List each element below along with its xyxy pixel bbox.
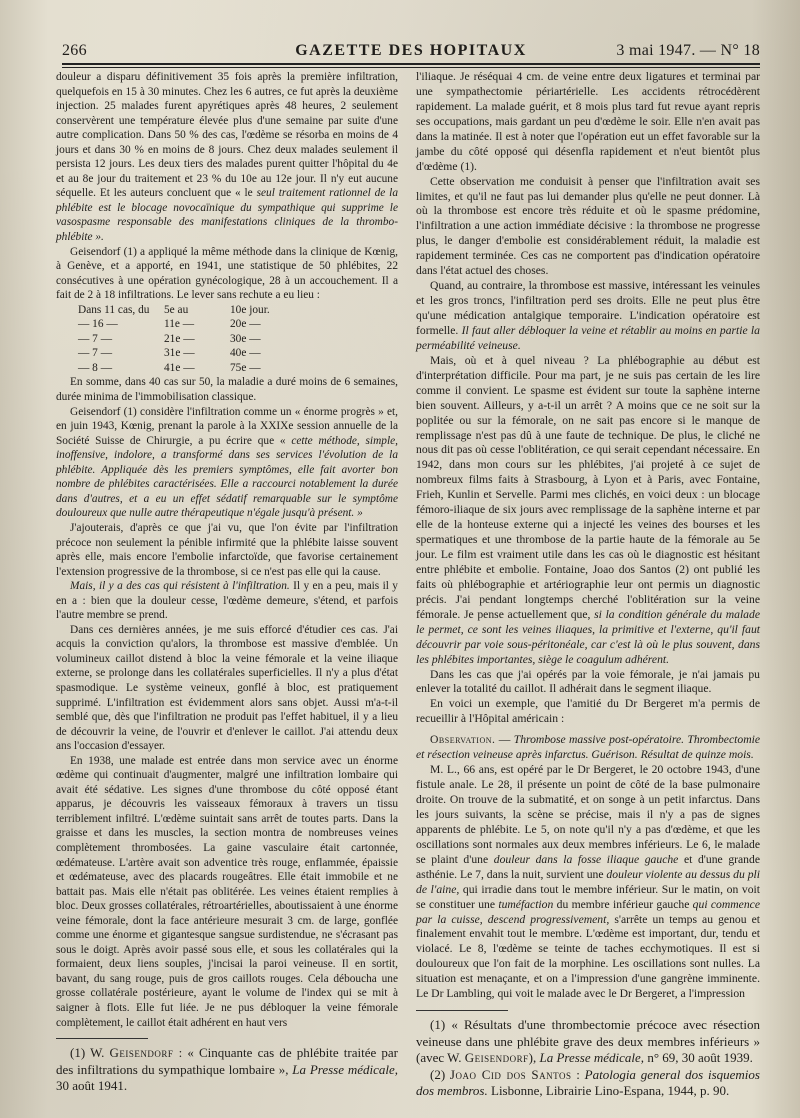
footnote: (1) « Résultats d'une thrombectomie précoce avec résection veineuse dans une phlébite grave des deux membres inférieurs » (avec W. Geisendorf), La Presse médicale, n° 69, 30 août 1939. (416, 1017, 760, 1066)
left-column (56, 70, 398, 1095)
footnote-rule (416, 1010, 508, 1011)
paragraph: M. L., 66 ans, est opéré par le Dr Bergeret, le 20 octobre 1943, d'une fistule anale. Le 28, il présente un point de côté de la base pulmonaire droite. On trouve de la submatité, et on songe à un petit infarctus. Dans les jours suivants, la scène se précise, mais il n'y a pas de signes apparents de phlébite. Le 5, on note qu'il n'y a pas d'œdème, et que les oscillations sont normales aux deux membres inférieurs. Le 6, le malade se plaint d'une douleur dans la fosse iliaque gauche et d'une grande asthénie. Le 7, dans la nuit, survient une douleur violente au dessus du pli de l'aine, qui irradie dans tout le membre inférieur. Sur le matin, on voit se constituer une tuméfaction du membre inférieur gauche qui commence par la cuisse, descend progressivement, s'arrête un temps au genou et finalement envahit tout le membre. L'œdème est important, dur, tendu et violacé. Le 8, l'œdème se teinte de taches ecchymotiques. Il est si douloureux que l'on fait de la morphine. Les oscillations sont nulles. La situation est menaçante, et on a l'impression d'une gangrène imminente. Le Dr Lambling, qui voit le malade avec le Dr Bergeret, a l'impression (416, 763, 761, 1001)
right-column (416, 70, 760, 1100)
paragraph: Geisendorf (1) a appliqué la même méthode dans la clinique de Kœnig, à Genève, et a apporté, en 1941, une statistique de 50 phlébites, 22 consécutives à une opération gynécologique, 28 à un accouchement. Il a fait de 2 à 18 infiltrations. Le lever sans rechute a eu lieu : (56, 245, 398, 302)
issue-date: 3 mai 1947. — N° 18 (616, 42, 760, 59)
paragraph: douleur a disparu définitivement 35 fois après la première infiltration, quelquefois en 15 à 30 minutes. Chez les 6 autres, ce fut après la deuxième injection. 25 malades furent apyrétiques après 48 heures, 2 seulement conservèrent une température élevée plus d'une semaine par suite d'une autre complication. Dans 50 % des cas, l'œdème se résorba en moins de 4 jours et dans 30 % en moins de 8 jours. Chez deux malades seulement il persista 12 jours. Les deux tiers des malades purent quitter l'hôpital du 4e et au 8e jour du traitement et 23 % du 10e au 12e jour. Il n'y eut aucune séquelle. Et les auteurs concluent que « le seul traitement rationnel de la phlébite est le blocage novocaïnique du sympathique qui supprime le vasospasme responsable des manifestations cliniques de la thrombo-phlébite ». (56, 71, 398, 244)
statistics-list (56, 303, 398, 376)
observation-heading: Observation. — Thrombose massive post-opératoire. Thrombectomie et résection veineuse après infarctus. Guérison. Résultat de quinze mois. (416, 733, 761, 762)
paragraph: En voici un exemple, que l'amitié du Dr Bergeret m'a permis de recueillir à l'Hôpital américain : (416, 697, 760, 726)
list-item: — 7 — 31e — 40e — (78, 347, 261, 360)
paragraph: En 1938, une malade est entrée dans mon service avec un énorme œdème qui continuait d'augmenter, malgré une infiltration lombaire qui avait été sédative. Les signes d'une thrombose du côté opposé étant apparus, je découvris les vaisseaux fémoraux à travers un tissu terriblement infiltré. L'œdème suintait sans arrêt de toutes parts. Dans la graisse et dans les muscles, la section montra de nombreuses veines complètement thrombosées. La gaine vasculaire était cartonnée, œdémateuse. L'artère avait son adventice très rouge, enflammée, épaissie et œdémateuse, avec des placards rougeâtres. Elle était immobile et ne battait pas. Mais elle n'était pas oblitérée. Les veines étaient remplies à bloc. Deux grosses collatérales, rétroartérielles, aboutissaient à une énorme veine fémorale, dont la face antérieure mesurait 3 cm. de large, gonflée comme une énorme et gigantesque sangsue surdistendue, ne s'écrasant pas sous le doigt. Après avoir passé sous elle, et sous les collatérales qui la formaient, deux liens souples, j'incisai la paroi veineuse. Il en sortit, bavant, du sang rouge, puis de gros caillots rouges. Cela déboucha une grosse collatérale postérieure, ayant le volume de l'index qui se mit à saigner à flots. Elle fut liée. Je ne pus débloquer la veine fémorale complètement, le caillot était adhérent en haut vers (56, 754, 398, 1029)
paragraph: Geisendorf (1) considère l'infiltration comme un « énorme progrès » et, en juin 1943, Kœnig, prenant la parole à la XXIXe session annuelle de la Société Suisse de Chirurgie, a pu écrire que « cette méthode, simple, inoffensive, indolore, a transformé dans ses services l'évolution de la phlébite. Appliquée dès les premiers symptômes, elle fait avorter bon nombre de phlébites caractérisées. Elle a raccourci notablement la durée dans d'autres, et a eu un effet sédatif remarquable sur le symptôme douloureux que nulle autre thérapeutique n'égale jusqu'à présent. » (56, 405, 398, 520)
paragraph: Dans ces dernières années, je me suis efforcé d'étudier ces cas. J'ai acquis la conviction qu'alors, la thrombose est massive d'emblée. Un volumineux caillot distend à bloc la veine fémorale et la veine iliaque externe, se prolonge dans les collatérales superficielles. Il n'y a plus d'état spasmodique. Le système veineux, gonflé à bloc, est pratiquement supprimé. L'infiltration est évidemment alors sans objet. Aussi m'a-t-il semblé que, dès que l'infiltration ne produit pas l'effet habituel, il y a lieu de découvrir la veine, de l'ouvrir et d'enlever le caillot. J'ai attendu deux ans l'occasion d'essayer. (56, 623, 398, 753)
list-item: — 7 — 21e — 30e — (78, 332, 261, 345)
list-item: — 16 — 11e — 20e — (78, 318, 261, 331)
journal-title: GAZETTE DES HOPITAUX (295, 42, 527, 59)
page-number: 266 (62, 42, 87, 59)
paragraph: Cette observation me conduisit à penser que l'infiltration avait ses limites, et qu'il ne faut pas lui demander plus qu'elle ne peut donner. Là où la thrombose est encore très réduite et où le spasme prédomine, l'infiltration a une action immédiate décisive : la thrombose ne progresse plus, le danger d'embolie est considérablement réduit, la maladie est rapidement terminée. Ces cas ne comportent pas d'indication opératoire dans l'état actuel des choses. (416, 174, 760, 278)
footnote-rule (56, 1038, 148, 1039)
paragraph: Dans les cas que j'ai opérés par la voie fémorale, je n'ai jamais pu enlever la totalité du caillot. Il adhérait dans le segment iliaque. (416, 667, 760, 696)
list-item: — 8 — 41e — 75e — (78, 361, 261, 374)
paragraph: l'iliaque. Je réséquai 4 cm. de veine entre deux ligatures et terminai par une sympathectomie périartérielle. Les accidents rétrocédèrent rapidement. La malade guérit, et 8 mois plus tard fut revue ayant repris ses occupations, mais gardant un peu d'œdème le soir. Elle n'en avait pas dans la matinée. Il est à noter que l'opération eut un effet favorable sur la jambe du côté opposé qui désenfla rapidement et n'eut bientôt plus d'œdème (1). (416, 70, 760, 173)
paragraph: Quand, au contraire, la thrombose est massive, intéressant les veinules et les gros troncs, l'infiltration perd ses droits. Elle ne peut plus être qu'une médication antalgique temporaire. L'indication opératoire est formelle. Il faut aller débloquer la veine et rétablir au moins en partie la perméabilité veineuse. (416, 279, 760, 352)
list-item: Dans 11 cas, du 5e au 10e jour. (78, 303, 270, 316)
header-rule (62, 63, 760, 68)
footnote: (2) Joao Cid dos Santos : Patologia general dos isquemios dos membros. Lisbonne, Librairie Lino-Espana, 1944, p. 90. (416, 1066, 760, 1099)
footnote: (1) W. Geisendorf : « Cinquante cas de phlébite traitée par des infiltrations du sympathique lombaire », La Presse médicale, 30 août 1941. (56, 1045, 398, 1094)
paragraph: J'ajouterais, d'après ce que j'ai vu, que l'on évite par l'infiltration précoce non seulement la pénible infirmité que la phlébite laisse souvent après elle, mais encore l'embolie infarctoïde, que favorise certainement l'extension progressive de la thrombose, si ce n'est pas elle qui la cause. (56, 521, 398, 578)
paragraph: Mais, où et à quel niveau ? La phlébographie au début est d'interprétation difficile. Pour ma part, je ne suis pas certain de les lire comme il convient. Le spasme est évident sur toute la saphène interne bien souvent. Ailleurs, y a-t-il un arrêt ? A moins que ce ne soit sur la poplitée ou sur la fémorale, on ne sait pas encore si le manque de remplissage n'est pas dû à une faute de technique. De plus, le cliché ne nous dit pas où cesse l'oblitération, ce qui serait cependant nécessaire. En 1942, dans mon cours sur les phlébites, j'ai projeté à ce sujet de nombreux films faits à Strasbourg, à Lyon et à Paris, avec Fontaine, Frieh, Kunlin et Servelle. Parmi mes clichés, en voici deux : un blocage fémoro-iliaque de six jours avec remplissage de la saphène interne et par elle de la honteuse externe qui a injecté les veines des bourses et les spermatiques et une thrombose de la partie haute de la fémorale au 5e jour. Le film est vraiment utile dans les cas où le diagnostic est hésitant entre phlébite et embolie. Fontaine, Joao dos Santos (2) ont publié les faits où phlébographie et artériographie leur ont permis un diagnostic précis. J'ai pendant longtemps cherché l'oblitération sur la veine fémorale. Je pense actuellement que, si la condition générale du malade le permet, ce sont les veines iliaques, la primitive et l'externe, qu'il faut découvrir par voie sous-péritonéale, car c'est là où le plus souvent, dans les phlébites importantes, siège le coagulum adhérent. (416, 353, 760, 666)
paragraph: En somme, dans 40 cas sur 50, la maladie a duré moins de 6 semaines, durée minima de l'immobilisation classique. (56, 376, 398, 404)
paragraph: Mais, il y a des cas qui résistent à l'infiltration. Il y en a peu, mais il y en a : bien que la douleur cesse, l'œdème demeure, s'étend, et parfois l'autre membre se prend. (56, 580, 398, 622)
